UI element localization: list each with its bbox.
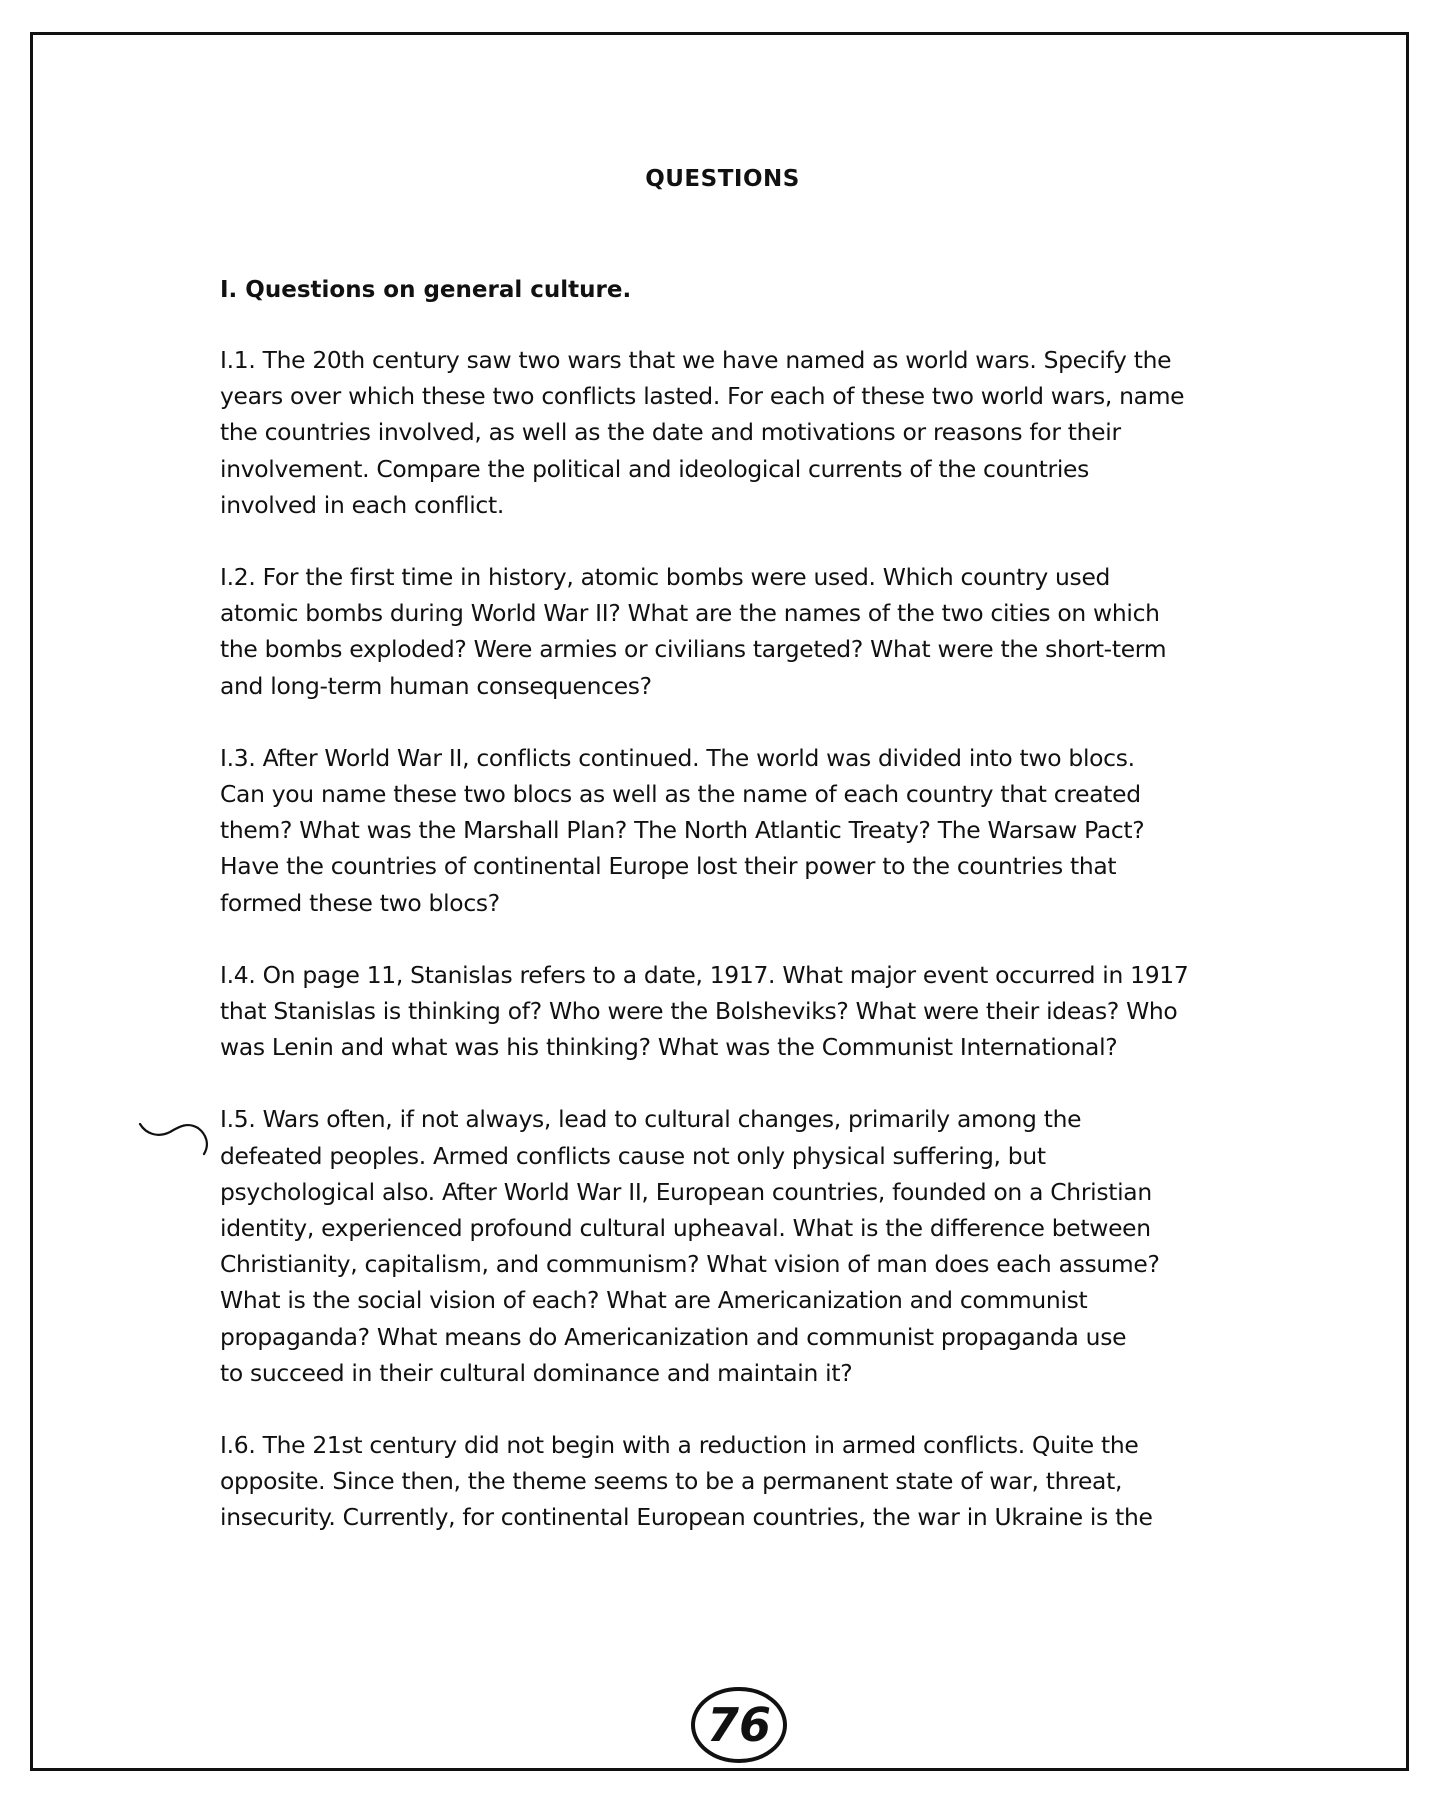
page-number-badge [690,1685,788,1765]
text-line: I.2. For the first time in history, atomic bombs were used. Which country used [220,563,1111,592]
question-1 [220,342,1260,523]
text-line: Christianity, capitalism, and communism? What vision of man does each assume? [220,1250,1160,1279]
text-line: I.5. Wars often, if not always, lead to cultural changes, primarily among the [220,1105,1082,1134]
question-2 [220,559,1260,704]
text-line: them? What was the Marshall Plan? The North Atlantic Treaty? The Warsaw Pact? [220,816,1145,845]
text-line: insecurity. Currently, for continental European countries, the war in Ukraine is the [220,1503,1153,1532]
text-line: Can you name these two blocs as well as the name of each country that created [220,780,1141,809]
question-3 [220,740,1260,921]
text-line: involvement. Compare the political and ideological currents of the countries [220,454,1090,483]
text-line: that Stanislas is thinking of? Who were the Bolsheviks? What were their ideas? Who [220,997,1178,1026]
question-4 [220,957,1260,1066]
section-heading: I. Questions on general culture. [220,277,632,303]
text-line: and long-term human consequences? [220,671,652,700]
text-line: Have the countries of continental Europe lost their power to the countries that [220,852,1117,881]
text-line: propaganda? What means do Americanization and communist propaganda use [220,1322,1127,1351]
text-line: atomic bombs during World War II? What are the names of the two cities on which [220,599,1160,628]
text-line: the countries involved, as well as the date and motivations or reasons for their [220,418,1121,447]
text-line: formed these two blocs? [220,888,500,917]
question-6 [220,1427,1260,1536]
text-line: to succeed in their cultural dominance and maintain it? [220,1358,853,1387]
text-line: I.6. The 21st century did not begin with a reduction in armed conflicts. Quite the [220,1431,1139,1460]
text-line: defeated peoples. Armed conflicts cause not only physical suffering, but [220,1141,1046,1170]
page-number: 76 [706,1698,772,1752]
document-body [220,272,1260,1572]
text-line: identity, experienced profound cultural upheaval. What is the difference between [220,1214,1151,1243]
text-line: psychological also. After World War II, European countries, founded on a Christian [220,1177,1152,1206]
text-line: the bombs exploded? Were armies or civilians targeted? What were the short-term [220,635,1167,664]
text-line: I.3. After World War II, conflicts continued. The world was divided into two blocs. [220,743,1135,772]
text-line: I.1. The 20th century saw two wars that we have named as world wars. Specify the [220,346,1172,374]
text-line: opposite. Since then, the theme seems to be a permanent state of war, threat, [220,1467,1123,1496]
page-title: QUESTIONS [645,166,800,192]
text-line: I.4. On page 11, Stanislas refers to a date, 1917. What major event occurred in 1917 [220,960,1189,989]
text-line: was Lenin and what was his thinking? What was the Communist International? [220,1033,1118,1062]
text-line: What is the social vision of each? What are Americanization and communist [220,1286,1088,1315]
text-line: years over which these two conflicts lasted. For each of these two world wars, name [220,382,1185,411]
text-line: involved in each conflict. [220,490,504,519]
question-5 [220,1101,1260,1391]
